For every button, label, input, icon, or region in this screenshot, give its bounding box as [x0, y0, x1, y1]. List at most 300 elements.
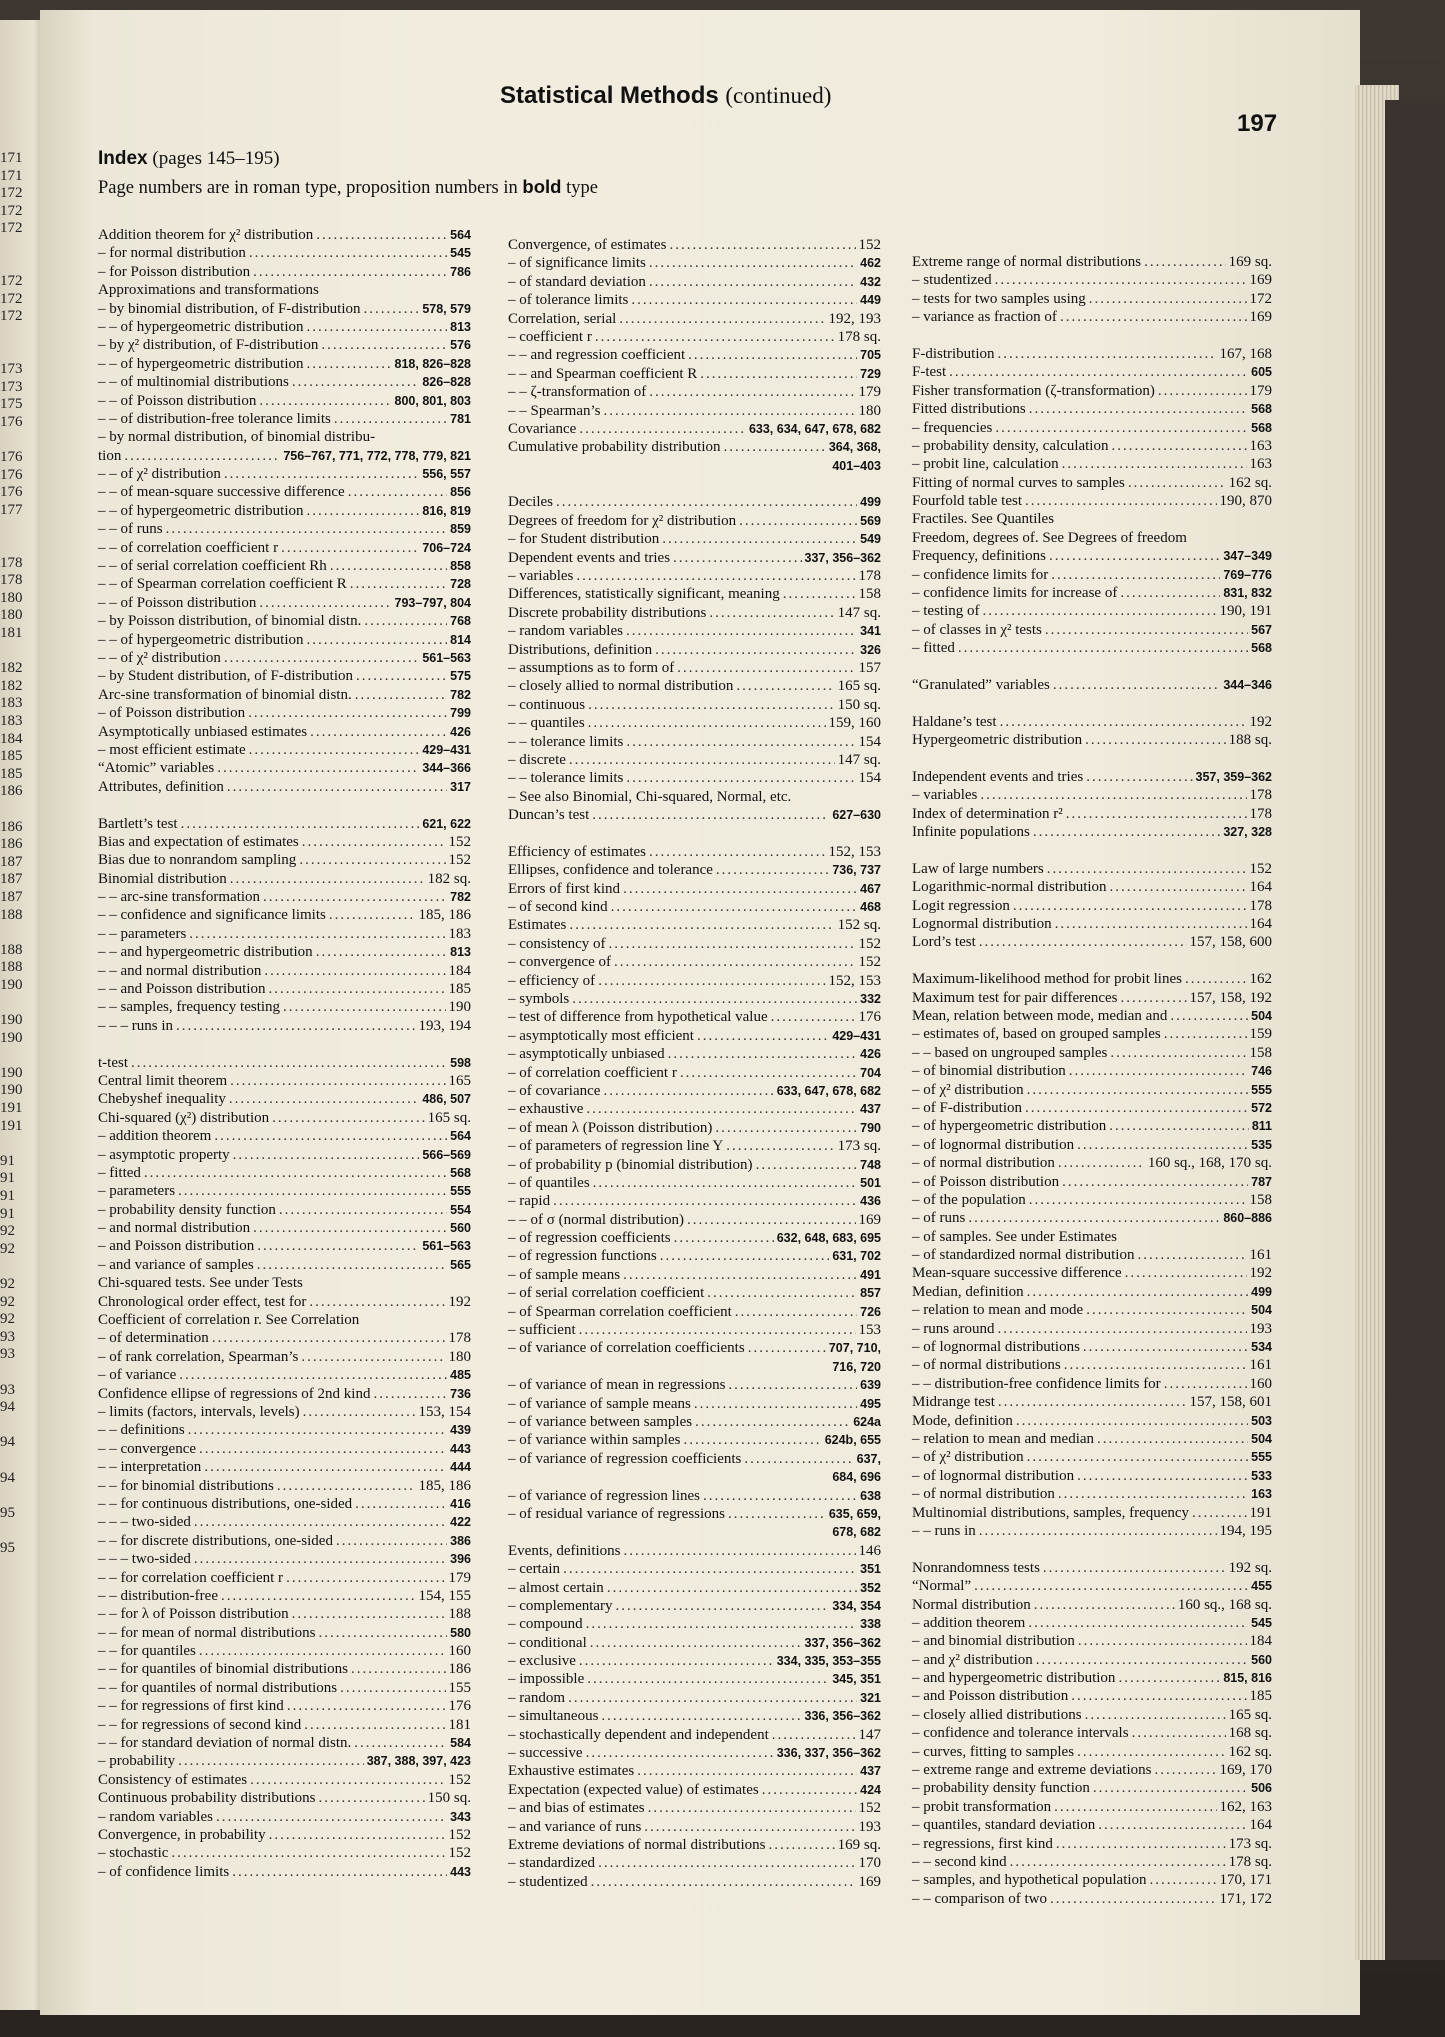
entry-page-ref: 736 [450, 1386, 471, 1401]
leader-dots [1158, 382, 1247, 400]
left-page-number [0, 1364, 30, 1382]
entry-term: – confidence and tolerance intervals [912, 1725, 1129, 1742]
entry-page-ref: 401–403 [832, 458, 881, 473]
leader-dots [230, 1072, 445, 1090]
entry-term: – – of multinomial distributions [98, 374, 289, 391]
leader-dots [179, 1366, 447, 1384]
leader-dots [1045, 621, 1248, 639]
entry-term: – of covariance [508, 1082, 601, 1099]
entry-term: – of second kind [508, 899, 608, 916]
leader-dots [586, 1100, 857, 1118]
index-entry [912, 271, 1272, 289]
index-entry [98, 1256, 471, 1274]
leader-dots [224, 649, 420, 667]
entry-term: Chebyshef inequality [98, 1091, 226, 1108]
entry-term: – – distribution-free [98, 1587, 218, 1604]
index-entry [508, 1799, 881, 1817]
entry-term: Discrete probability distributions [508, 604, 707, 621]
index-entry [508, 236, 881, 254]
entry-term: – – for discrete distributions, one-sided [98, 1532, 333, 1549]
leader-dots [662, 530, 857, 548]
entry-term: – of parameters of regression line Y [508, 1138, 724, 1155]
entry-term: Chi-squared (χ²) distribution [98, 1109, 270, 1126]
index-entry [912, 823, 1272, 841]
entry-page-ref: 598 [450, 1055, 471, 1070]
entry-page-ref: 857 [860, 1286, 881, 1301]
index-entry [912, 1283, 1272, 1301]
entry-page-ref: 575 [450, 669, 471, 684]
left-page-number: 191 [0, 1117, 23, 1134]
index-entry [508, 972, 881, 990]
leader-dots [595, 328, 835, 346]
entry-page-ref: 556, 557 [422, 467, 471, 482]
leader-dots [748, 1339, 826, 1357]
entry-page-ref: 338 [860, 1617, 881, 1632]
entry-term: – confidence limits for [912, 566, 1049, 583]
leader-dots [257, 1237, 419, 1255]
entry-term: – – interpretation [98, 1459, 202, 1476]
entry-page-ref: 152 [858, 1800, 881, 1817]
leader-dots [1170, 1007, 1248, 1025]
entry-term: Fisher transformation (ζ-transformation) [912, 382, 1155, 399]
leader-dots [269, 1826, 446, 1844]
index-entry [508, 843, 881, 861]
left-page-number: 185 [0, 748, 23, 765]
entry-page-ref: 578, 579 [422, 301, 471, 316]
leader-dots [728, 1376, 857, 1394]
entry-page-ref: 782 [450, 687, 471, 702]
index-entry [98, 1109, 471, 1127]
left-page-number [0, 238, 30, 256]
left-page-number: 171 [0, 150, 23, 166]
index-entry [912, 1577, 1272, 1595]
left-page-number: 186 [0, 836, 23, 853]
entry-page-ref: 332 [860, 992, 881, 1007]
entry-page-ref: 164 [1249, 879, 1272, 896]
leader-dots [307, 631, 448, 649]
leader-dots [340, 1679, 445, 1697]
left-page-number: 181 [0, 625, 23, 642]
leader-dots [715, 1119, 857, 1137]
left-page-number [0, 537, 30, 555]
left-page-number: 94 [0, 1434, 15, 1451]
entry-term: – – of hypergeometric distribution [98, 502, 304, 519]
index-entry [98, 281, 471, 299]
entry-term: Nonrandomness tests [912, 1559, 1040, 1576]
index-entry [98, 925, 471, 943]
left-page-number [0, 924, 30, 942]
entry-term: – – for standard deviation of normal distn. [98, 1735, 352, 1752]
entry-term: Mean-square successive difference [912, 1265, 1122, 1282]
entry-term: Fractiles. See Quantiles [912, 511, 1055, 528]
entry-term: – efficiency of [508, 972, 596, 989]
entry-term: Law of large numbers [912, 860, 1044, 877]
entry-term: – – of mean-square successive difference [98, 484, 345, 501]
index-entry [98, 1348, 471, 1366]
leader-dots [626, 733, 855, 751]
entry-term: – continuous [508, 696, 586, 713]
entry-page-ref: 164 [1249, 1817, 1272, 1834]
entry-page-ref: 416 [450, 1496, 471, 1511]
leader-dots [272, 1109, 425, 1127]
index-entry [98, 1385, 471, 1403]
entry-term: – of the population [912, 1191, 1026, 1208]
index-entry [912, 1062, 1272, 1080]
entry-page-ref: 549 [860, 532, 881, 547]
leader-dots [979, 933, 1187, 951]
entry-term: – of normal distribution [912, 1155, 1055, 1172]
index-entry [98, 244, 471, 262]
entry-term: Lord’s test [912, 934, 976, 951]
index-entry [508, 1726, 881, 1744]
leader-dots [1120, 584, 1220, 602]
leader-dots [1029, 400, 1248, 418]
entry-term: Expectation (expected value) of estimates [508, 1781, 759, 1798]
entry-term: Extreme range of normal distributions [912, 254, 1142, 270]
index-entry [98, 373, 471, 391]
left-page-number: 173 [0, 361, 23, 378]
entry-term: – random variables [98, 1808, 213, 1825]
entry-term: – addition theorem [98, 1128, 212, 1145]
entry-page-ref: 193, 194 [418, 1017, 471, 1034]
left-page-number: 172 [0, 273, 23, 290]
entry-page-ref: 170 [858, 1855, 881, 1872]
left-page-number: 172 [0, 290, 23, 307]
left-page-number: 188 [0, 941, 23, 958]
leader-dots [176, 1017, 416, 1035]
left-page-number: 93 [0, 1328, 15, 1345]
entry-page-ref: 152 [448, 833, 471, 850]
leader-dots [248, 704, 447, 722]
book-cover [1385, 100, 1445, 1960]
entry-page-ref: 182 sq. [427, 870, 471, 887]
entry-term: Duncan’s test [508, 807, 590, 824]
index-entry [508, 714, 881, 732]
leader-dots [979, 1522, 1217, 1540]
leader-dots [1093, 1779, 1248, 1797]
entry-page-ref: 554 [450, 1202, 471, 1217]
leader-dots [214, 1127, 447, 1145]
index-entry [508, 1523, 881, 1541]
index-entry [98, 1146, 471, 1164]
leader-dots [303, 1403, 416, 1421]
entry-term: – assumptions as to form of [508, 659, 675, 676]
index-entry [508, 1487, 881, 1505]
index-entry [912, 1761, 1272, 1779]
entry-term: – of residual variance of regressions [508, 1505, 726, 1522]
entry-term: – – distribution-free confidence limits for [912, 1375, 1161, 1392]
entry-page-ref: 184 [1249, 1633, 1272, 1650]
entry-term: – complementary [508, 1597, 613, 1614]
entry-page-ref: 429–431 [422, 742, 471, 757]
leader-dots [626, 769, 855, 787]
index-entry [98, 520, 471, 538]
index-entry [508, 861, 881, 879]
index-entry [98, 1274, 471, 1292]
entry-term: Ellipses, confidence and tolerance [508, 862, 713, 879]
leader-dots [1109, 1117, 1249, 1135]
leader-dots [178, 1182, 447, 1200]
index-entry [912, 1651, 1272, 1669]
entry-page-ref: 152 [448, 1771, 471, 1788]
leader-dots [1047, 860, 1247, 878]
index-entry [98, 1090, 471, 1108]
entry-term: – of significance limits [508, 255, 646, 272]
index-entry [508, 310, 881, 328]
index-entry [98, 1863, 471, 1881]
leader-dots [623, 880, 857, 898]
entry-page-ref: 426 [860, 1047, 881, 1062]
left-page-number [0, 344, 30, 362]
index-entry [98, 1569, 471, 1587]
entry-page-ref: 357, 359–362 [1195, 769, 1272, 784]
leader-dots [1164, 1375, 1247, 1393]
entry-page-ref: 568 [450, 1165, 471, 1180]
left-page-number: 186 [0, 783, 23, 800]
leader-dots [660, 1247, 830, 1265]
index-entry [98, 1495, 471, 1513]
index-entry [508, 1156, 881, 1174]
left-page-number: 190 [0, 1064, 23, 1081]
entry-term: Estimates [508, 917, 567, 934]
left-page-number: 173 [0, 378, 23, 395]
entry-term: – – of Poisson distribution [98, 594, 257, 611]
leader-dots [356, 667, 447, 685]
entry-term: – – for continuous distributions, one-sided [98, 1495, 353, 1512]
entry-page-ref: 160 [448, 1643, 471, 1660]
leader-dots [364, 300, 420, 318]
section-gap [912, 952, 1272, 970]
leader-dots [673, 549, 802, 567]
index-entry [912, 510, 1272, 528]
index-entry [508, 1045, 881, 1063]
entry-term: Addition theorem for χ² distribution [98, 227, 314, 243]
entry-page-ref: 443 [450, 1441, 471, 1456]
entry-page-ref: 859 [450, 522, 471, 537]
leader-dots [348, 483, 447, 501]
entry-page-ref: 152 [858, 237, 881, 253]
leader-dots [637, 1762, 857, 1780]
index-entry [508, 273, 881, 291]
entry-page-ref: 443 [450, 1864, 471, 1879]
index-entry [912, 805, 1272, 823]
left-page-number: 176 [0, 466, 23, 483]
leader-dots [579, 1652, 774, 1670]
index-entry [912, 1246, 1272, 1264]
index-entry [98, 226, 471, 244]
entry-term: – variables [508, 568, 574, 585]
left-page-number [0, 801, 30, 819]
leader-dots [598, 972, 825, 990]
entry-term: tion [98, 447, 122, 464]
entry-term: – coefficient r [508, 328, 592, 345]
left-page-number: 182 [0, 677, 23, 694]
leader-dots [707, 1284, 857, 1302]
left-page-number: 91 [0, 1205, 15, 1222]
index-entry [508, 1450, 881, 1468]
leader-dots [1058, 1154, 1145, 1172]
entry-term: – of lognormal distribution [912, 1467, 1075, 1484]
index-entry [912, 584, 1272, 602]
index-entry [508, 696, 881, 714]
entry-page-ref: 179 [858, 384, 881, 401]
index-entry [912, 1724, 1272, 1742]
leader-dots [230, 870, 425, 888]
entry-term: Maximum-likelihood method for probit lines [912, 971, 1182, 988]
index-entry [508, 953, 881, 971]
index-entry [98, 1550, 471, 1568]
entry-page-ref: 580 [450, 1625, 471, 1640]
entry-term: – probability density, calculation [912, 437, 1109, 454]
leader-dots [588, 714, 826, 732]
entry-term: Cumulative probability distribution [508, 439, 721, 456]
index-entry [98, 318, 471, 336]
entry-page-ref: 147 [858, 1726, 881, 1743]
entry-term: – of standard deviation [508, 273, 646, 290]
entry-page-ref: 160 [1249, 1375, 1272, 1392]
entry-page-ref: 169 [1249, 309, 1272, 326]
entry-term: – almost certain [508, 1579, 604, 1596]
entry-term: – limits (factors, intervals, levels) [98, 1404, 300, 1420]
index-note [98, 176, 598, 199]
entry-page-ref: 468 [860, 900, 881, 915]
entry-page-ref: 706–724 [422, 540, 471, 555]
entry-term: – of variance between samples [508, 1414, 693, 1430]
index-entry [912, 529, 1272, 547]
entry-term: – studentized [912, 272, 992, 289]
index-entry [508, 1652, 881, 1670]
index-entry [508, 604, 881, 622]
leader-dots [144, 1164, 447, 1182]
leader-dots [756, 1156, 858, 1174]
entry-page-ref: 632, 648, 683, 695 [776, 1231, 881, 1246]
leader-dots [591, 1873, 856, 1891]
entry-term: – addition theorem [912, 1614, 1026, 1631]
entry-term: – and variance of samples [98, 1256, 254, 1273]
leader-dots [1016, 1412, 1248, 1430]
leader-dots [687, 1211, 856, 1229]
index-entry [508, 512, 881, 530]
index-entry [98, 888, 471, 906]
entry-page-ref: 326 [860, 642, 881, 657]
leader-dots [1086, 768, 1192, 786]
leader-dots [310, 723, 447, 741]
index-entry [912, 1853, 1272, 1871]
leader-dots [688, 346, 857, 364]
leader-dots [739, 512, 857, 530]
note-post: type [566, 178, 598, 198]
index-entry [912, 860, 1272, 878]
left-page-number: 190 [0, 1082, 23, 1099]
left-page-numbers [0, 150, 30, 1558]
entry-page-ref: 422 [450, 1515, 471, 1530]
leader-dots [259, 392, 391, 410]
entry-page-ref: 387, 388, 397, 423 [366, 1754, 471, 1769]
entry-page-ref: 800, 801, 803 [394, 393, 471, 408]
entry-term: – – of Spearman correlation coefficient R [98, 576, 347, 593]
index-entry [508, 1431, 881, 1449]
index-entry [508, 1762, 881, 1780]
leader-dots [264, 962, 445, 980]
index-entry [98, 1329, 471, 1347]
index-entry [508, 1358, 881, 1376]
entry-page-ref: 491 [860, 1267, 881, 1282]
entry-term: – of sample means [508, 1266, 621, 1283]
section-gap [508, 475, 881, 493]
index-entry [912, 621, 1272, 639]
leader-dots [373, 1385, 447, 1403]
leader-dots [227, 778, 447, 796]
leader-dots [603, 1082, 773, 1100]
leader-dots [318, 1624, 447, 1642]
entry-term: – of correlation coefficient r [508, 1064, 677, 1081]
entry-page-ref: 178 sq. [1228, 1853, 1272, 1870]
leader-dots [998, 1320, 1247, 1338]
leader-dots [217, 759, 419, 777]
entry-term: – extreme range and extreme deviations [912, 1762, 1152, 1779]
entry-page-ref: 163 [1249, 456, 1272, 473]
leader-dots [194, 1513, 447, 1531]
entry-term: Bias and expectation of estimates [98, 833, 299, 850]
entry-page-ref: 185, 186 [418, 1477, 471, 1494]
index-entry [508, 788, 881, 806]
entry-term: – – runs in [912, 1522, 976, 1539]
entry-term: – of runs [912, 1210, 966, 1227]
index-entry [912, 547, 1272, 565]
index-entry [98, 502, 471, 520]
index-entry [912, 1687, 1272, 1705]
page-number: 197 [1237, 110, 1278, 137]
leader-dots [319, 1789, 425, 1807]
leader-dots [259, 594, 391, 612]
entry-page-ref: 162 sq. [1228, 1743, 1272, 1760]
entry-page-ref: 347–349 [1223, 549, 1272, 564]
index-entry [98, 1734, 471, 1752]
entry-term: Fourfold table test [912, 493, 1022, 510]
leader-dots [304, 1716, 445, 1734]
index-entry [508, 567, 881, 585]
entry-term: – of variance of sample means [508, 1395, 691, 1412]
leader-dots [330, 557, 447, 575]
entry-term: – – for quantiles of normal distributions [98, 1679, 338, 1696]
index-entry [912, 1412, 1272, 1430]
entry-page-ref: 781 [450, 411, 471, 426]
entry-term: F-distribution [912, 345, 995, 362]
index-entry [508, 530, 881, 548]
leader-dots [980, 786, 1246, 804]
leader-dots [728, 1505, 826, 1523]
leader-dots [579, 420, 746, 438]
index-entry [912, 1191, 1272, 1209]
entry-term: – of χ² distribution [912, 1081, 1024, 1098]
left-page-number [0, 1522, 30, 1540]
leader-dots [716, 861, 829, 879]
leader-dots [1078, 1632, 1247, 1650]
entry-term: – – tolerance limits [508, 733, 624, 750]
leader-dots [694, 1395, 857, 1413]
entry-page-ref: 152 [1249, 860, 1272, 877]
leader-dots [683, 1431, 821, 1449]
index-entry [508, 493, 881, 511]
entry-page-ref: 159 [1249, 1026, 1272, 1043]
entry-page-ref: 164 [1249, 916, 1272, 933]
entry-page-ref: 504 [1251, 1303, 1272, 1318]
left-page-number: 187 [0, 853, 23, 870]
index-column-2 [508, 236, 881, 1891]
entry-page-ref: 343 [450, 1809, 471, 1824]
index-entry [912, 1044, 1272, 1062]
entry-page-ref: 555 [1251, 1450, 1272, 1465]
